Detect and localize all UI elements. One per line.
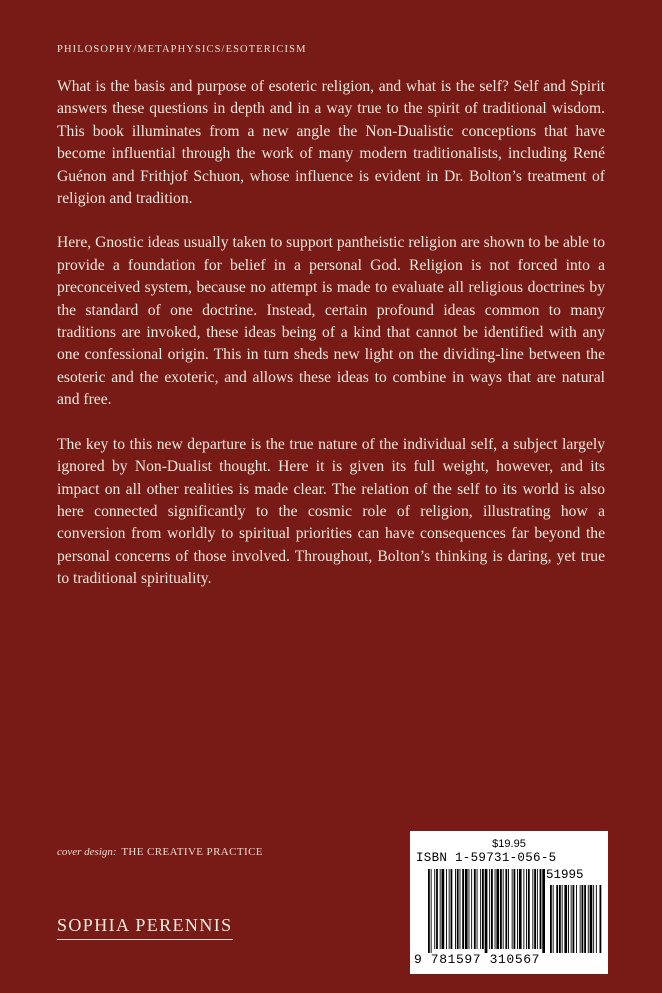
publisher-logo: SOPHIA PERENNIS (57, 915, 233, 940)
addon-digits: 51995 (546, 868, 584, 882)
blurb-paragraph: What is the basis and purpose of esoteric religion, and what is the self? Self and Spirit answers these questions in depth and in a way true to the spirit of traditional wisdom. This book illuminates from a new angle the Non-Dualistic conceptions that have become influential through the work of many modern traditionalists, including René Guénon and Frithjof Schuon, whose influence is evident in Dr. Bolton’s treatment of religion and tradition. (57, 78, 605, 208)
credit-value: THE CREATIVE PRACTICE (121, 846, 263, 858)
blurb-paragraph: The key to this new departure is the true nature of the individual self, a subject largely ignored by Non-Dualist thought. Here it is given its full weight, however, and its impact on all other realities is made clear. The relation of the self to its world is also here connected significantly to the cosmic role of religion, illustrating how a conversion from worldly to spiritual priorities can have consequences far beyond the personal concerns of those involved. Throughout, Bolton’s thinking is daring, yet true to traditional spirituality. (57, 435, 605, 588)
cover-design-credit (57, 846, 263, 858)
barcode-block (410, 831, 608, 974)
credit-label: cover design: (57, 846, 117, 858)
category-label: PHILOSOPHY/METAPHYSICS/ESOTERICISM (57, 44, 307, 55)
blurb-paragraph: Here, Gnostic ideas usually taken to support pantheistic religion are shown to be able to provide a foundation for belief in a personal God. Religion is not forced into a preconceived system, because no attempt is made to evaluate all religious doctrines by the standard of one doctrine. Instead, certain profound ideas common to many traditions are invoked, these ideas being of a kind that cannot be identified with any one confessional origin. This in turn sheds new light on the dividing-line between the esoteric and the exoteric, and allows these ideas to combine in ways that are natural and free. (57, 234, 605, 409)
blurb-text (57, 76, 605, 613)
isbn-text: ISBN 1-59731-056-5 (416, 851, 557, 865)
ean-digits: 9 781597 310567 (414, 952, 541, 967)
price-label: $19.95 (492, 838, 526, 850)
